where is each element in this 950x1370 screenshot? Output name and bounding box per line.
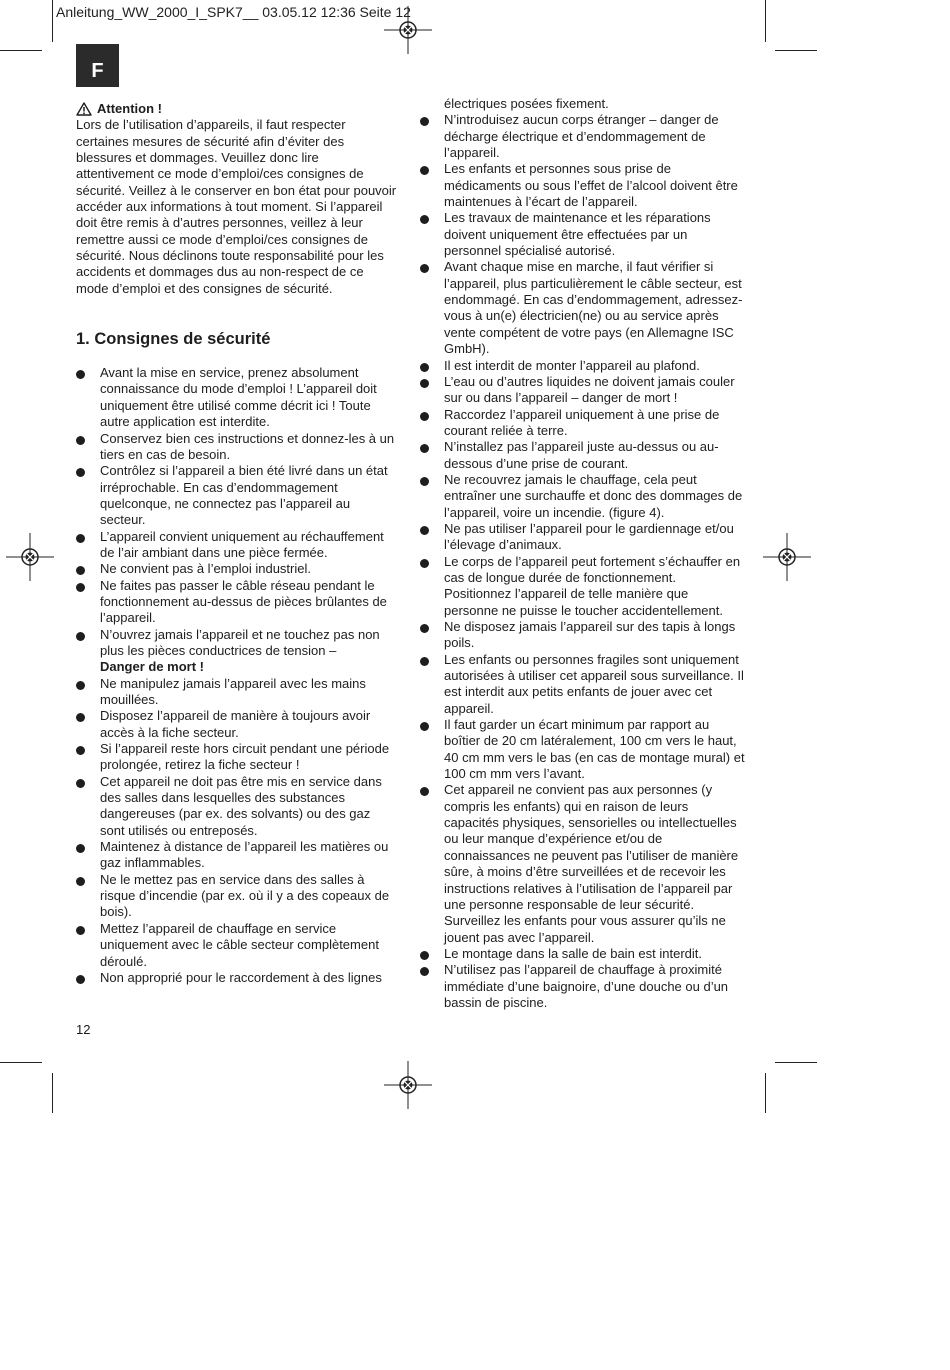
list-item: Le montage dans la salle de bain est interdit. <box>420 946 745 962</box>
list-item: Ne le mettez pas en service dans des salles à risque d’incendie (par ex. où il y a des copeaux de bois). <box>76 872 398 921</box>
registration-mark-icon <box>763 533 811 581</box>
list-item: Avant chaque mise en marche, il faut vérifier si l’appareil, plus particulièrement le câble secteur, est endommagé. En cas d’endommagement, adressez-vous à un(e) électricien(ne) ou au service après vente compétent de votre pays (en Allemagne ISC GmbH). <box>420 259 745 357</box>
list-item: Ne disposez jamais l’appareil sur des tapis à longs poils. <box>420 619 745 652</box>
registration-mark-icon <box>384 6 432 54</box>
list-item: N’installez pas l’appareil juste au-dessus ou au-dessous d’une prise de courant. <box>420 439 745 472</box>
danger-warning: Danger de mort ! <box>100 659 205 675</box>
page-number: 12 <box>76 1022 91 1037</box>
left-column <box>76 101 398 986</box>
list-item: Mettez l’appareil de chauffage en service uniquement avec le câble secteur complètement déroulé. <box>76 921 398 970</box>
list-item: Ne recouvrez jamais le chauffage, cela peut entraîner une surchauffe et donc des dommages de l’appareil, voire un incendie. (figure 4). <box>420 472 745 521</box>
list-item: Conservez bien ces instructions et donnez-les à un tiers en cas de besoin. <box>76 431 398 464</box>
list-item: Il est interdit de monter l’appareil au plafond. <box>420 358 745 374</box>
bullet-icon <box>76 583 85 592</box>
bullet-icon <box>420 264 429 273</box>
bullet-icon <box>76 370 85 379</box>
attention-title: Attention ! <box>97 101 162 116</box>
bullet-icon <box>420 412 429 421</box>
list-item: Contrôlez si l’appareil a bien été livré dans un état irréprochable. En cas d’endommagement quelconque, ne connectez pas l’appareil au secteur. <box>76 463 398 528</box>
crop-mark <box>765 1073 766 1113</box>
bullet-icon <box>76 877 85 886</box>
list-item: Les enfants ou personnes fragiles sont uniquement autorisées à utiliser cet appareil sous surveillance. Il est interdit aux petits enfants de jouer avec cet appareil. <box>420 652 745 717</box>
bullet-icon <box>420 215 429 224</box>
bullet-icon <box>420 967 429 976</box>
list-item: L’eau ou d’autres liquides ne doivent jamais couler sur ou dans l’appareil – danger de mort ! <box>420 374 745 407</box>
attention-text: Lors de l’utilisation d’appareils, il faut respecter certaines mesures de sécurité afin d’éviter des blessures et dommages. Veuillez donc lire attentivement ce mode d’emploi/ces consignes de sécurité. Veillez à le conserver en bon état pour pouvoir accéder aux informations à tout moment. Si l’appareil doit être remis à d’autres personnes, veillez à leur remettre aussi ce mode d’emploi/ces consignes de sécurité. Nous déclinons toute responsabilité pour les accidents et dommages dus au non-respect de ce mode d’emploi et des consignes de sécurité. <box>76 117 397 296</box>
list-item: Le corps de l’appareil peut fortement s’échauffer en cas de longue durée de fonctionnement. Positionnez l’appareil de telle manière que personne ne puisse le toucher accidentellement. <box>420 554 745 619</box>
list-item: N’utilisez pas l’appareil de chauffage à proximité immédiate d’une baignoire, d’une douche ou d’un bassin de piscine. <box>420 962 745 1011</box>
list-item: Avant la mise en service, prenez absolument connaissance du mode d’emploi ! L’appareil doit uniquement être utilisé comme décrit ici ! Toute autre application est interdite. <box>76 365 398 430</box>
bullet-icon <box>420 363 429 372</box>
right-column <box>420 96 745 1011</box>
list-item: Non approprié pour le raccordement à des lignes <box>76 970 398 986</box>
list-item: Raccordez l’appareil uniquement à une prise de courant reliée à terre. <box>420 407 745 440</box>
list-item: Cet appareil ne doit pas être mis en service dans des salles dans lesquelles des substances dangereuses (par ex. des solvants) ou des gaz sont utilisés ou entreposés. <box>76 774 398 839</box>
bullet-icon <box>420 526 429 535</box>
list-item: Ne faites pas passer le câble réseau pendant le fonctionnement au-dessus de pièces brûlantes de l’appareil. <box>76 578 398 627</box>
bullet-icon <box>420 379 429 388</box>
list-item: Maintenez à distance de l’appareil les matières ou gaz inflammables. <box>76 839 398 872</box>
list-item: Disposez l’appareil de manière à toujours avoir accès à la fiche secteur. <box>76 708 398 741</box>
list-item: Si l’appareil reste hors circuit pendant une période prolongée, retirez la fiche secteur ! <box>76 741 398 774</box>
bullet-icon <box>420 166 429 175</box>
list-item: Il faut garder un écart minimum par rapport au boîtier de 20 cm latéralement, 100 cm vers le haut, 40 cm mm vers le bas (en cas de montage mural) et 100 cm mm vers l’avant. <box>420 717 745 782</box>
warning-triangle-icon <box>76 102 92 116</box>
list-item: Cet appareil ne convient pas aux personnes (y compris les enfants) qui en raison de leurs capacités physiques, sensorielles ou intellectuelles ou leur manque d’expérience et/ou de connaissances ne peuvent pas l’utiliser de manière sûre, à moins d’être surveillées et de recevoir les instructions relatives à l’utilisation de l’appareil par une personne responsable de leur sécurité. Surveillez les enfants pour vous assurer qu’ils ne jouent pas avec l’appareil. <box>420 782 745 945</box>
bullet-icon <box>420 559 429 568</box>
bullet-icon <box>76 975 85 984</box>
safety-list-right <box>420 112 745 1011</box>
bullet-icon <box>76 468 85 477</box>
crop-mark <box>52 0 53 42</box>
bullet-icon <box>76 926 85 935</box>
registration-mark-icon <box>6 533 54 581</box>
list-item-continuation: électriques posées fixement. <box>444 96 609 111</box>
bullet-icon <box>420 444 429 453</box>
bullet-icon <box>76 632 85 641</box>
bullet-icon <box>76 436 85 445</box>
crop-mark <box>0 1062 42 1063</box>
bullet-icon <box>420 722 429 731</box>
bullet-icon <box>76 779 85 788</box>
bullet-icon <box>76 844 85 853</box>
list-item: Les travaux de maintenance et les réparations doivent uniquement être effectuées par un personnel spécialisé autorisé. <box>420 210 745 259</box>
bullet-icon <box>420 624 429 633</box>
registration-mark-icon <box>384 1061 432 1109</box>
attention-heading <box>76 101 398 117</box>
bullet-icon <box>76 534 85 543</box>
print-header-slug: Anleitung_WW_2000_I_SPK7__ 03.05.12 12:36 Seite 12 <box>56 4 411 20</box>
list-item: L’appareil convient uniquement au réchauffement de l’air ambiant dans une pièce fermée. <box>76 529 398 562</box>
safety-list-left <box>76 365 398 986</box>
bullet-icon <box>420 787 429 796</box>
bullet-icon <box>76 566 85 575</box>
bullet-icon <box>420 951 429 960</box>
section-title: 1. Consignes de sécurité <box>76 330 271 349</box>
list-item: Ne pas utiliser l’appareil pour le gardiennage et/ou l’élevage d’animaux. <box>420 521 745 554</box>
bullet-icon <box>76 713 85 722</box>
bullet-icon <box>420 657 429 666</box>
list-item: N’introduisez aucun corps étranger – danger de décharge électrique et d’endommagement de l’appareil. <box>420 112 745 161</box>
crop-mark <box>775 1062 817 1063</box>
crop-mark <box>775 50 817 51</box>
crop-mark <box>765 0 766 42</box>
language-badge: F <box>76 44 119 87</box>
bullet-icon <box>420 117 429 126</box>
bullet-icon <box>420 477 429 486</box>
list-item: Ne manipulez jamais l’appareil avec les mains mouillées. <box>76 676 398 709</box>
bullet-icon <box>76 681 85 690</box>
bullet-icon <box>76 746 85 755</box>
crop-mark <box>0 50 42 51</box>
crop-mark <box>52 1073 53 1113</box>
list-item: N’ouvrez jamais l’appareil et ne touchez pas non plus les pièces conductrices de tension – Danger de mort ! <box>76 627 398 676</box>
list-item: Les enfants et personnes sous prise de médicaments ou sous l’effet de l’alcool doivent être maintenues à l’écart de l’appareil. <box>420 161 745 210</box>
list-item: Ne convient pas à l’emploi industriel. <box>76 561 398 577</box>
